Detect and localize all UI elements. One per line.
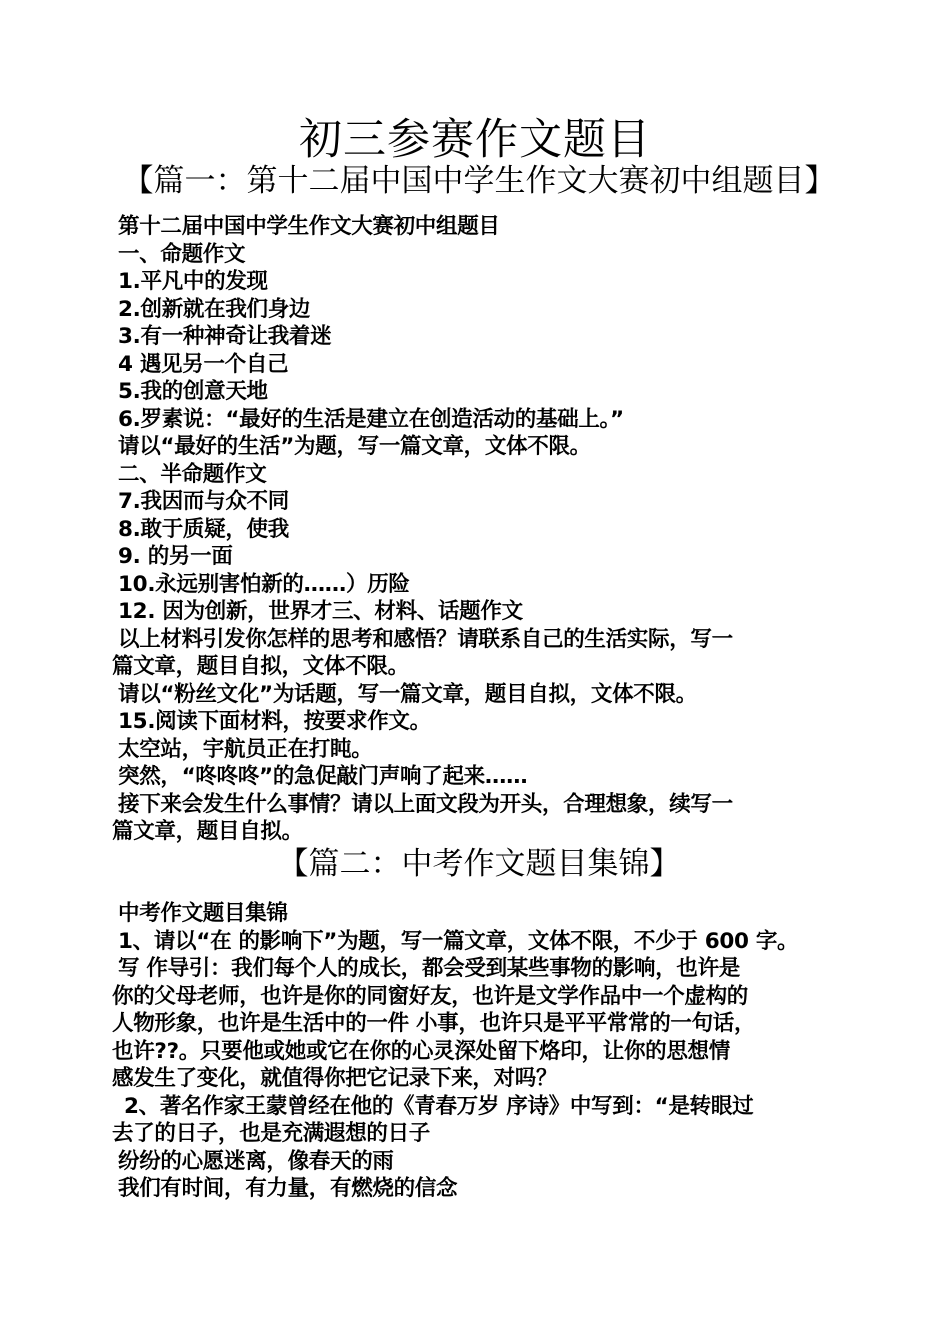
text-line: 1.平凡中的发现 <box>118 269 268 294</box>
text-line: 2、著名作家王蒙曾经在他的《青春万岁 序诗》中写到：“是转眼过 <box>124 1093 754 1119</box>
text-line: 3.有一种神奇让我着迷 <box>118 324 332 349</box>
text-line: 12. 因为创新，世界才三、材料、话题作文 <box>118 599 523 624</box>
text-line: 10.永远别害怕新的……）历险 <box>118 571 410 597</box>
text-line: 纷纷的心愿迷离，像春天的雨 <box>118 1148 394 1174</box>
text-line: 6.罗素说：“最好的生活是建立在创造活动的基础上。” <box>118 406 624 432</box>
text-line: 也许??。只要他或她或它在你的心灵深处留下烙印，让你的思想情 <box>112 1038 730 1064</box>
text-line: 二、半命题作文 <box>118 461 267 487</box>
text-line: 8.敢于质疑，使我 <box>118 516 289 542</box>
text-line: 7.我因而与众不同 <box>118 489 289 514</box>
section-heading-2: 【篇二：中考作文题目集锦】 <box>277 846 681 882</box>
text-line: 请以“最好的生活”为题，写一篇文章，文体不限。 <box>118 434 591 459</box>
text-line: 感发生了变化，就值得你把它记录下来，对吗？ <box>112 1066 558 1091</box>
text-line: 你的父母老师，也许是你的同窗好友，也许是文学作品中一个虚构的 <box>112 983 749 1009</box>
text-line: 中考作文题目集锦 <box>118 901 288 926</box>
section-body-1 <box>112 213 858 846</box>
text-line: 第十二届中国中学生作文大赛初中组题目 <box>118 214 500 239</box>
text-line: 突然，“咚咚咚”的急促敲门声响了起来…… <box>118 764 528 789</box>
text-line: 9. 的另一面 <box>118 544 233 569</box>
text-line: 请以“粉丝文化”为话题，写一篇文章，题目自拟，文体不限。 <box>118 681 697 707</box>
text-line: 一、命题作文 <box>118 241 246 267</box>
text-line: 篇文章，题目自拟。 <box>112 819 303 844</box>
text-line: 15.阅读下面材料，按要求作文。 <box>118 709 431 734</box>
text-line: 以上材料引发你怎样的思考和感悟？请联系自己的生活实际，写一 <box>118 626 733 652</box>
text-line: 1、请以“在 的影响下”为题，写一篇文章，文体不限，不少于 600 字。 <box>118 928 799 954</box>
text-line: 去了的日子，也是充满遐想的日子 <box>112 1121 431 1146</box>
text-line: 2.创新就在我们身边 <box>118 296 311 322</box>
text-line: 写 作导引：我们每个人的成长，都会受到某些事物的影响，也许是 <box>118 956 740 981</box>
section-body-2 <box>112 900 858 1203</box>
section-heading-1: 【篇一：第十二届中国中学生作文大赛初中组题目】 <box>122 163 836 199</box>
text-line: 接下来会发生什么事情？请以上面文段为开头，合理想象，续写一 <box>118 791 733 817</box>
text-line: 人物形象，也许是生活中的一件 小事，也许只是平平常常的一句话， <box>112 1011 756 1036</box>
text-line: 篇文章，题目自拟，文体不限。 <box>112 654 409 679</box>
text-line: 太空站，宇航员正在打盹。 <box>118 736 373 762</box>
document-title: 初三参赛作文题目 <box>299 115 651 165</box>
text-line: 5.我的创意天地 <box>118 379 268 404</box>
text-line: 我们有时间，有力量，有燃烧的信念 <box>118 1176 458 1201</box>
text-line: 4 遇见另一个自己 <box>118 351 289 377</box>
